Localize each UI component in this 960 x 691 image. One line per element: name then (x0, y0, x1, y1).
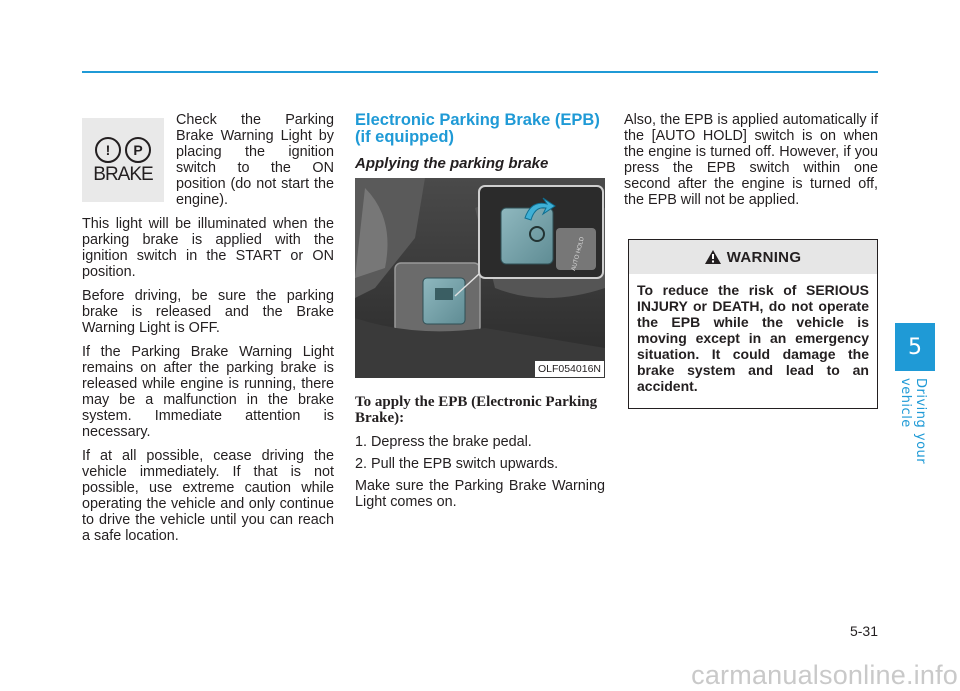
column-middle (355, 112, 605, 518)
epb-switch-figure (355, 178, 605, 378)
section-title: Electronic Parking Brake (EPB) (if equipped) (355, 111, 600, 146)
chapter-number: 5 (908, 334, 922, 360)
paragraph: If the Parking Brake Warning Light remains on after the parking brake is released while engine is running, there may be a malfunction in the brake system. Immediate attention is necessary. (82, 344, 334, 440)
page-number: 5-31 (849, 623, 878, 639)
paragraph: Before driving, be sure the parking brake is released and the Brake Warning Light is OFF. (82, 288, 334, 336)
check-warning-light-text: Check the Parking Brake Warning Light by placing the ignition switch to the ON position (do not start the engine). (176, 112, 334, 208)
column-left (82, 112, 334, 552)
brake-icon-label: BRAKE (93, 164, 153, 185)
warning-title: WARNING (726, 248, 802, 266)
note-paragraph: Make sure the Parking Brake Warning Light comes on. (355, 478, 605, 510)
warning-header (629, 240, 877, 274)
watermark-text[interactable]: carmanualsonline.info (691, 660, 958, 690)
paragraph: Also, the EPB is applied automatically if the [AUTO HOLD] switch is on when the engine is turned off. However, if you press the EPB switch within one second after the engine is turned off, the EPB will not be applied. (624, 112, 878, 208)
figure-switch-label: AUTO HOLD (571, 236, 586, 272)
chapter-label: Driving your vehicle (898, 378, 928, 465)
apply-epb-heading: To apply the EPB (Electronic Parking Brake): (355, 394, 598, 426)
list-item: 2. Pull the EPB switch upwards. (355, 456, 559, 472)
header-rule (82, 71, 878, 73)
paragraph: This light will be illuminated when the parking brake is applied with the ignition switch in the START or ON position. (82, 216, 334, 280)
step-list (355, 434, 605, 472)
subsection-title: Applying the parking brake (355, 155, 549, 172)
list-item: 1. Depress the brake pedal. (355, 434, 532, 450)
warning-triangle-icon (705, 250, 721, 264)
chapter-tab (895, 323, 935, 371)
warning-box (628, 239, 878, 409)
parking-p-icon: P (125, 137, 151, 163)
console-illustration (355, 178, 605, 378)
column-right (624, 112, 878, 216)
paragraph: If at all possible, cease driving the vehicle immediately. If that is not possible, use extreme caution while operating the vehicle and only continue to drive the vehicle until you can reach a safe location. (82, 448, 334, 544)
exclamation-icon: ! (95, 137, 121, 163)
brake-warning-light-icon (82, 118, 164, 202)
warning-text: To reduce the risk of SERIOUS INJURY or DEATH, do not operate the EPB while the vehicle is moving except in an emergency situation. It could damage the brake system and lead to an accident. (637, 282, 869, 394)
figure-caption: OLF054016N (535, 361, 604, 377)
